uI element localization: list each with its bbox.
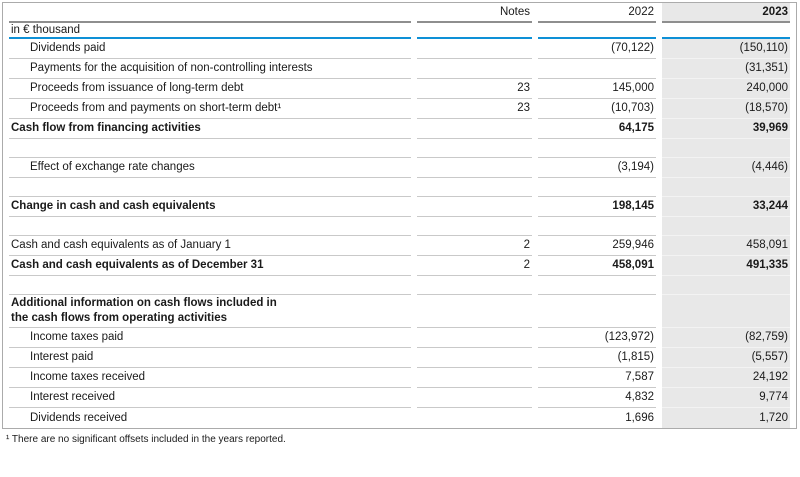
value-2022-cell: 7,587 — [538, 368, 656, 388]
column-header-2022: 2022 — [538, 3, 656, 23]
spacer-cell — [9, 178, 411, 197]
column-header-empty — [9, 3, 411, 23]
spacer-cell — [9, 217, 411, 236]
spacer-cell — [538, 139, 656, 158]
value-2023-cell: (5,557) — [662, 348, 790, 368]
value-2022-cell — [538, 295, 656, 328]
unit-row — [9, 23, 790, 39]
table-row — [9, 79, 790, 99]
row-label: Proceeds from and payments on short-term debt¹ — [30, 102, 282, 114]
notes-cell: 23 — [417, 79, 532, 99]
notes-cell — [417, 59, 532, 79]
row-label: Effect of exchange rate changes — [30, 161, 195, 173]
row-label-cell — [9, 197, 411, 217]
unit-spacer-notes — [417, 23, 532, 39]
row-label: Income taxes paid — [30, 331, 124, 343]
value-2023-cell — [662, 295, 790, 328]
row-label: Interest paid — [30, 351, 94, 363]
cash-flow-table — [2, 2, 797, 429]
row-label: Cash and cash equivalents as of December 31 — [11, 259, 264, 271]
table-row — [9, 408, 790, 428]
spacer-cell — [662, 178, 790, 197]
value-2023-cell: 1,720 — [662, 408, 790, 428]
value-2023-cell: 458,091 — [662, 236, 790, 256]
row-label: Income taxes received — [30, 371, 146, 383]
spacer-row — [9, 217, 790, 236]
row-label-line2: the cash flows from operating activities — [11, 312, 227, 324]
unit-spacer-2022 — [538, 23, 656, 39]
footnote: ¹ There are no significant offsets included in the years reported. — [6, 434, 286, 445]
notes-cell — [417, 368, 532, 388]
table-row — [9, 119, 790, 139]
row-label: Change in cash and cash equivalents — [11, 200, 216, 212]
table-header-row — [9, 3, 790, 23]
spacer-cell — [417, 276, 532, 295]
value-2022-cell: (10,703) — [538, 99, 656, 119]
value-2022-cell: 4,832 — [538, 388, 656, 408]
row-label-cell — [9, 328, 411, 348]
row-label-cell — [9, 295, 411, 328]
table-row — [9, 328, 790, 348]
value-2023-cell: (31,351) — [662, 59, 790, 79]
notes-cell — [417, 328, 532, 348]
row-label-cell — [9, 59, 411, 79]
row-label-cell — [9, 236, 411, 256]
value-2023-cell: 240,000 — [662, 79, 790, 99]
value-2022-cell: 64,175 — [538, 119, 656, 139]
value-2023-cell: (4,446) — [662, 158, 790, 178]
notes-cell: 23 — [417, 99, 532, 119]
row-label-cell — [9, 388, 411, 408]
notes-cell — [417, 197, 532, 217]
notes-cell — [417, 119, 532, 139]
row-label-cell — [9, 119, 411, 139]
notes-cell — [417, 408, 532, 428]
spacer-cell — [662, 276, 790, 295]
row-label: Cash flow from financing activities — [11, 122, 201, 134]
row-label-cell — [9, 39, 411, 59]
table-row — [9, 256, 790, 276]
spacer-cell — [9, 276, 411, 295]
value-2022-cell: 198,145 — [538, 197, 656, 217]
spacer-cell — [662, 217, 790, 236]
notes-cell — [417, 388, 532, 408]
value-2023-cell: (18,570) — [662, 99, 790, 119]
spacer-row — [9, 139, 790, 158]
row-label-cell — [9, 348, 411, 368]
row-label: Interest received — [30, 391, 116, 403]
table-row — [9, 236, 790, 256]
row-label: Dividends received — [30, 411, 128, 424]
notes-cell — [417, 39, 532, 59]
row-label-cell — [9, 408, 411, 428]
row-label-cell — [9, 256, 411, 276]
value-2022-cell: (1,815) — [538, 348, 656, 368]
spacer-cell — [417, 217, 532, 236]
row-label: Dividends paid — [30, 42, 106, 54]
spacer-cell — [538, 276, 656, 295]
spacer-cell — [662, 139, 790, 158]
notes-cell — [417, 158, 532, 178]
table-row — [9, 59, 790, 79]
notes-cell — [417, 295, 532, 328]
unit-label: in € thousand — [9, 23, 411, 39]
value-2022-cell: 145,000 — [538, 79, 656, 99]
value-2023-cell: (82,759) — [662, 328, 790, 348]
table-row — [9, 295, 790, 328]
row-label-cell — [9, 79, 411, 99]
table-row — [9, 197, 790, 217]
row-label-cell — [9, 368, 411, 388]
column-header-notes: Notes — [417, 3, 532, 23]
row-label-cell — [9, 99, 411, 119]
value-2023-cell: 24,192 — [662, 368, 790, 388]
value-2022-cell: 1,696 — [625, 411, 654, 424]
row-label-cell — [9, 158, 411, 178]
spacer-row — [9, 178, 790, 197]
row-label: Proceeds from issuance of long-term debt — [30, 82, 244, 94]
value-2023-cell: (150,110) — [662, 39, 790, 59]
spacer-cell — [417, 178, 532, 197]
value-2022-cell: (70,122) — [538, 39, 656, 59]
row-label: Payments for the acquisition of non-controlling interests — [30, 62, 313, 74]
value-2022-cell: (3,194) — [538, 158, 656, 178]
notes-cell: 2 — [417, 256, 532, 276]
value-2023-cell: 491,335 — [662, 256, 790, 276]
notes-cell — [417, 348, 532, 368]
spacer-cell — [538, 178, 656, 197]
spacer-cell — [417, 139, 532, 158]
row-label: Additional information on cash flows included in — [11, 297, 277, 309]
spacer-cell — [538, 217, 656, 236]
table-row — [9, 388, 790, 408]
table-row — [9, 158, 790, 178]
value-2022-cell — [538, 59, 656, 79]
notes-cell: 2 — [417, 236, 532, 256]
column-header-2023: 2023 — [662, 3, 790, 23]
value-2022-cell: 458,091 — [538, 256, 656, 276]
value-2022-cell: 259,946 — [538, 236, 656, 256]
spacer-row — [9, 276, 790, 295]
value-2023-cell: 9,774 — [662, 388, 790, 408]
value-2022-cell: (123,972) — [538, 328, 656, 348]
value-2023-cell: 39,969 — [662, 119, 790, 139]
table-row — [9, 348, 790, 368]
table-row — [9, 99, 790, 119]
unit-spacer-2023 — [662, 23, 790, 39]
spacer-cell — [9, 139, 411, 158]
table-row — [9, 368, 790, 388]
row-label: Cash and cash equivalents as of January 1 — [11, 239, 231, 251]
value-2023-cell: 33,244 — [662, 197, 790, 217]
table-row — [9, 39, 790, 59]
